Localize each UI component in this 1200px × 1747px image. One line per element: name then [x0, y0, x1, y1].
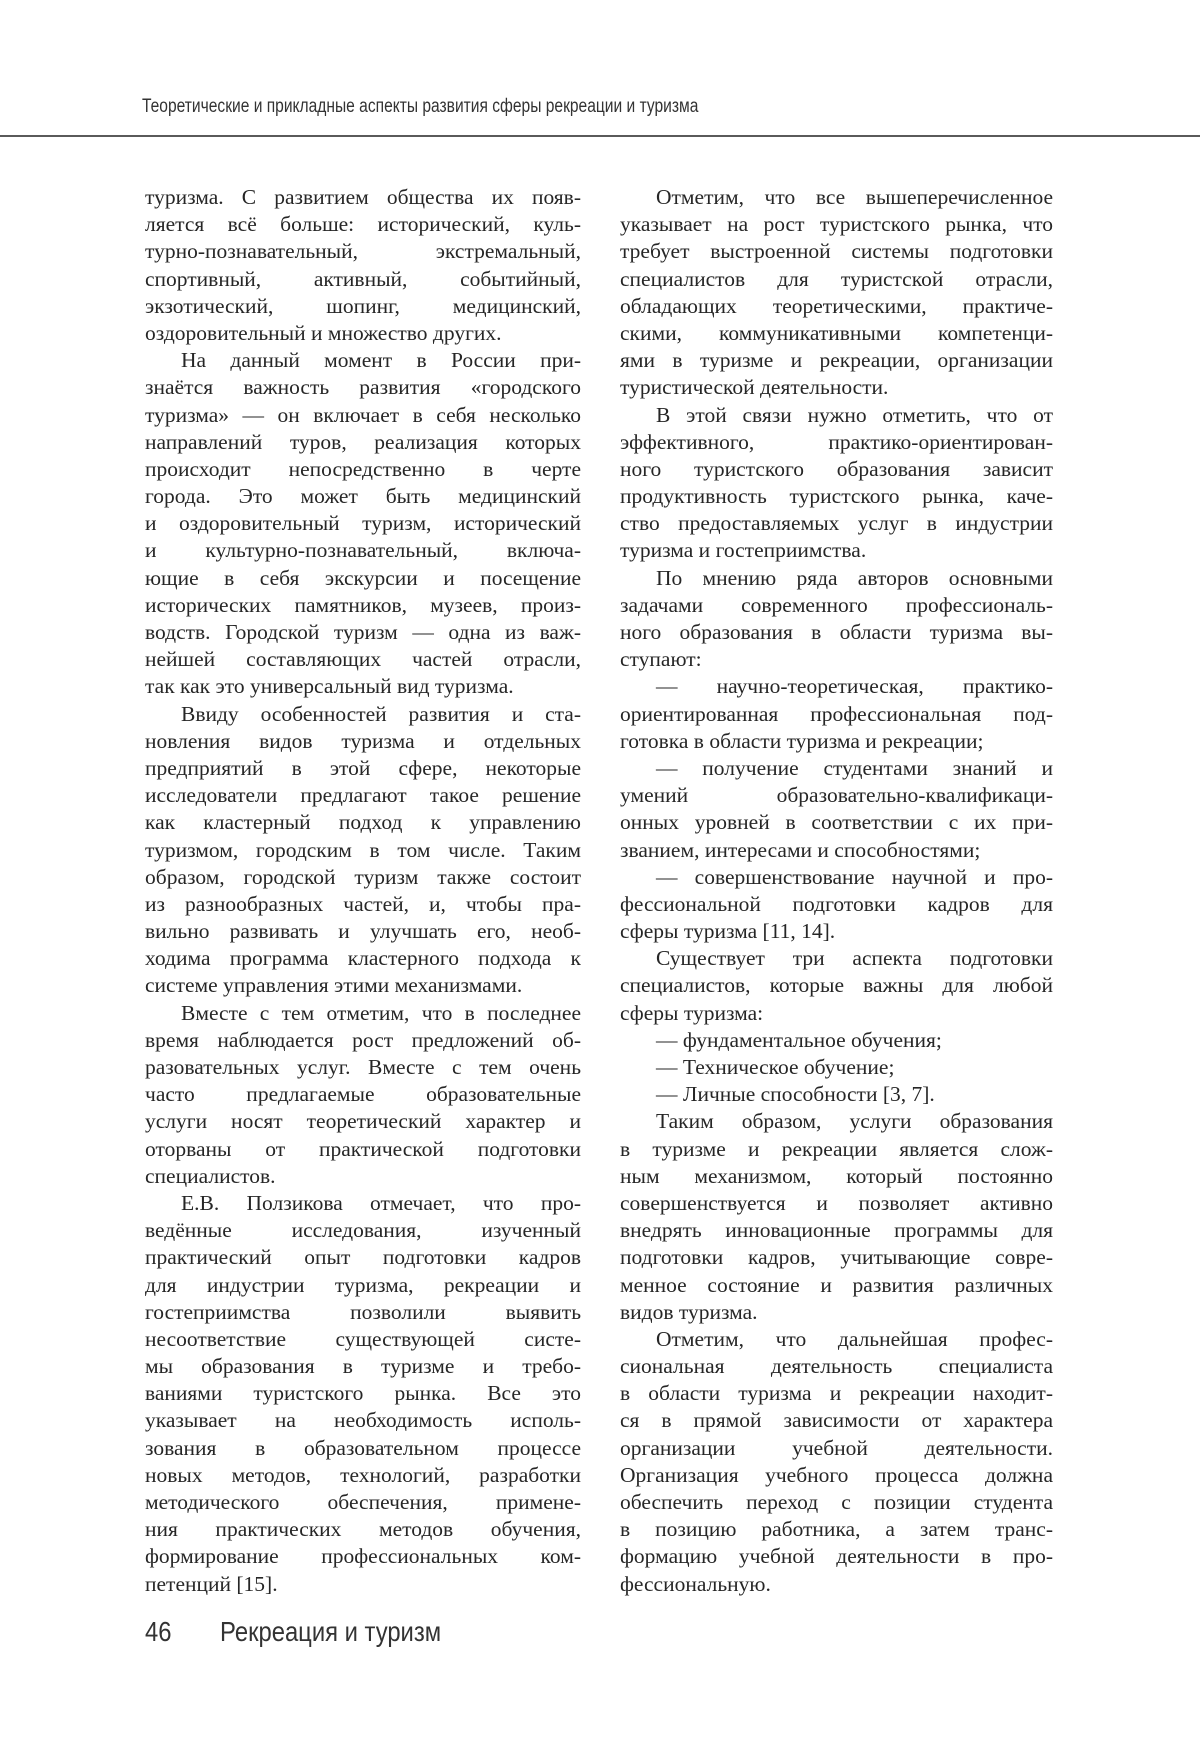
text-line: Ввиду особенностей развития и ста-	[145, 701, 581, 728]
text-line: — Техническое обучение;	[620, 1054, 1053, 1081]
text-line: происходит непосредственно в черте	[145, 456, 581, 483]
text-line: внедрять инновационные программы для	[620, 1217, 1053, 1244]
text-line: На данный момент в России при-	[145, 347, 581, 374]
text-line: спортивный, активный, событийный,	[145, 266, 581, 293]
text-line: Отметим, что все вышеперечисленное	[620, 184, 1053, 211]
page-number: 46	[145, 1616, 171, 1648]
text-line: в позицию работника, а затем транс-	[620, 1516, 1053, 1543]
text-line: оздоровительный и множество других.	[145, 320, 581, 347]
paragraph	[145, 701, 581, 1000]
text-line: новления видов туризма и отдельных	[145, 728, 581, 755]
text-line: — фундаментальное обучения;	[620, 1027, 1053, 1054]
paragraph	[620, 1108, 1053, 1326]
text-line: оторваны от практической подготовки	[145, 1136, 581, 1163]
text-line: скими, коммуникативными компетенци-	[620, 320, 1053, 347]
text-line: как кластерный подход к управлению	[145, 809, 581, 836]
text-line: указывает на необходимость исполь-	[145, 1407, 581, 1434]
text-line: исторических памятников, музеев, произ-	[145, 592, 581, 619]
paragraph	[620, 1054, 1053, 1081]
text-line: сиональная деятельность специалиста	[620, 1353, 1053, 1380]
text-line: задачами современного профессиональ-	[620, 592, 1053, 619]
text-line: онных уровней в соответствии с их при-	[620, 809, 1053, 836]
text-line: знаётся важность развития «городского	[145, 374, 581, 401]
paragraph	[620, 1027, 1053, 1054]
text-line: часто предлагаемые образовательные	[145, 1081, 581, 1108]
text-line: вильно развивать и улучшать его, необ-	[145, 918, 581, 945]
text-line: — Личные способности [3, 7].	[620, 1081, 1053, 1108]
text-line: услуги носят теоретический характер и	[145, 1108, 581, 1135]
text-line: Е.В. Ползикова отмечает, что про-	[145, 1190, 581, 1217]
text-line: образом, городской туризм также состоит	[145, 864, 581, 891]
text-line: формацию учебной деятельности в про-	[620, 1543, 1053, 1570]
text-line: видов туризма.	[620, 1299, 1053, 1326]
text-line: продуктивность туристского рынка, каче-	[620, 483, 1053, 510]
text-line: эффективного, практико-ориентирован-	[620, 429, 1053, 456]
text-line: и оздоровительный туризм, исторический	[145, 510, 581, 537]
running-header-title: Теоретические и прикладные аспекты развития сферы рекреации и туризма	[142, 96, 698, 118]
paragraph	[620, 755, 1053, 864]
paragraph	[620, 864, 1053, 946]
text-line: ляется всё больше: исторический, куль-	[145, 211, 581, 238]
text-line: зования в образовательном процессе	[145, 1435, 581, 1462]
text-line: туризма. С развитием общества их появ-	[145, 184, 581, 211]
text-line: системе управления этими механизмами.	[145, 972, 581, 999]
text-line: несоответствие существующей систе-	[145, 1326, 581, 1353]
text-line: города. Это может быть медицинский	[145, 483, 581, 510]
text-line: ного туристского образования зависит	[620, 456, 1053, 483]
journal-name: Рекреация и туризм	[220, 1616, 441, 1648]
text-line: указывает на рост туристского рынка, что	[620, 211, 1053, 238]
text-line: ния практических методов обучения,	[145, 1516, 581, 1543]
text-line: ями в туризме и рекреации, организации	[620, 347, 1053, 374]
text-line: турно-познавательный, экстремальный,	[145, 238, 581, 265]
text-line: формирование профессиональных ком-	[145, 1543, 581, 1570]
text-line: туризма» — он включает в себя несколько	[145, 402, 581, 429]
text-line: обладающих теоретическими, практиче-	[620, 293, 1053, 320]
text-line: туристической деятельности.	[620, 374, 1053, 401]
paragraph	[145, 347, 581, 700]
text-line: совершенствуется и позволяет активно	[620, 1190, 1053, 1217]
text-line: ваниями туристского рынка. Все это	[145, 1380, 581, 1407]
text-line: ориентированная профессиональная под-	[620, 701, 1053, 728]
paragraph	[620, 945, 1053, 1027]
paragraph	[620, 673, 1053, 755]
paragraph	[145, 1190, 581, 1598]
text-line: Таким образом, услуги образования	[620, 1108, 1053, 1135]
text-line: для индустрии туризма, рекреации и	[145, 1272, 581, 1299]
right-text-column	[620, 184, 1053, 1598]
text-line: экзотический, шопинг, медицинский,	[145, 293, 581, 320]
text-line: — получение студентами знаний и	[620, 755, 1053, 782]
text-line: сферы туризма:	[620, 1000, 1053, 1027]
text-line: время наблюдается рост предложений об-	[145, 1027, 581, 1054]
text-line: практический опыт подготовки кадров	[145, 1244, 581, 1271]
text-line: умений образовательно-квалификаци-	[620, 782, 1053, 809]
paragraph	[620, 1326, 1053, 1598]
text-line: в области туризма и рекреации находит-	[620, 1380, 1053, 1407]
text-line: туризмом, городским в том числе. Таким	[145, 837, 581, 864]
text-line: так как это универсальный вид туризма.	[145, 673, 581, 700]
text-line: готовка в области туризма и рекреации;	[620, 728, 1053, 755]
text-line: исследователи предлагают такое решение	[145, 782, 581, 809]
text-line: гостеприимства позволили выявить	[145, 1299, 581, 1326]
text-line: направлений туров, реализация которых	[145, 429, 581, 456]
text-line: ющие в себя экскурсии и посещение	[145, 565, 581, 592]
paragraph	[145, 1000, 581, 1190]
text-line: методического обеспечения, примене-	[145, 1489, 581, 1516]
text-line: водств. Городской туризм — одна из важ-	[145, 619, 581, 646]
text-line: — научно-теоретическая, практико-	[620, 673, 1053, 700]
text-line: ного образования в области туризма вы-	[620, 619, 1053, 646]
text-line: По мнению ряда авторов основными	[620, 565, 1053, 592]
text-line: подготовки кадров, учитывающие совре-	[620, 1244, 1053, 1271]
text-line: требует выстроенной системы подготовки	[620, 238, 1053, 265]
paragraph	[620, 1081, 1053, 1108]
text-line: предприятий в этой сфере, некоторые	[145, 755, 581, 782]
text-line: ступают:	[620, 646, 1053, 673]
text-line: в туризме и рекреации является слож-	[620, 1136, 1053, 1163]
text-line: обеспечить переход с позиции студента	[620, 1489, 1053, 1516]
text-line: ходима программа кластерного подхода к	[145, 945, 581, 972]
text-line: Существует три аспекта подготовки	[620, 945, 1053, 972]
text-line: петенций [15].	[145, 1571, 581, 1598]
text-line: специалистов.	[145, 1163, 581, 1190]
paragraph	[620, 402, 1053, 565]
text-line: и культурно-познавательный, включа-	[145, 537, 581, 564]
text-line: Отметим, что дальнейшая профес-	[620, 1326, 1053, 1353]
text-line: ство предоставляемых услуг в индустрии	[620, 510, 1053, 537]
text-line: В этой связи нужно отметить, что от	[620, 402, 1053, 429]
text-line: нейшей составляющих частей отрасли,	[145, 646, 581, 673]
text-line: специалистов, которые важны для любой	[620, 972, 1053, 999]
text-line: новых методов, технологий, разработки	[145, 1462, 581, 1489]
paragraph	[145, 184, 581, 347]
text-line: организации учебной деятельности.	[620, 1435, 1053, 1462]
text-line: мы образования в туризме и требо-	[145, 1353, 581, 1380]
text-line: специалистов для туристской отрасли,	[620, 266, 1053, 293]
header-divider	[0, 135, 1200, 137]
text-line: менное состояние и развития различных	[620, 1272, 1053, 1299]
text-line: — совершенствование научной и про-	[620, 864, 1053, 891]
left-text-column	[145, 184, 581, 1598]
text-line: фессиональной подготовки кадров для	[620, 891, 1053, 918]
text-line: Вместе с тем отметим, что в последнее	[145, 1000, 581, 1027]
paragraph	[620, 565, 1053, 674]
text-line: из разнообразных частей, и, чтобы пра-	[145, 891, 581, 918]
text-line: туризма и гостеприимства.	[620, 537, 1053, 564]
text-line: ным механизмом, который постоянно	[620, 1163, 1053, 1190]
text-line: Организация учебного процесса должна	[620, 1462, 1053, 1489]
text-line: званием, интересами и способностями;	[620, 837, 1053, 864]
text-line: сферы туризма [11, 14].	[620, 918, 1053, 945]
text-line: ведённые исследования, изученный	[145, 1217, 581, 1244]
text-line: разовательных услуг. Вместе с тем очень	[145, 1054, 581, 1081]
paragraph	[620, 184, 1053, 402]
text-line: фессиональную.	[620, 1571, 1053, 1598]
text-line: ся в прямой зависимости от характера	[620, 1407, 1053, 1434]
